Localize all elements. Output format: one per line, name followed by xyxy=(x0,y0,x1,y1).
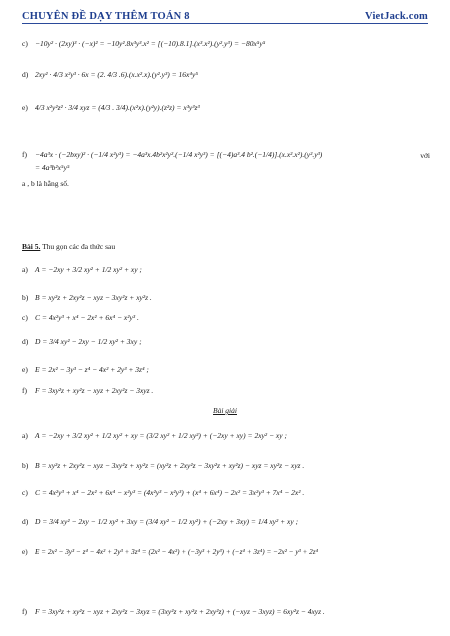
line-label: f) xyxy=(22,386,27,395)
line-label: f) xyxy=(22,151,27,159)
solution-c xyxy=(22,489,428,497)
question-d xyxy=(22,338,428,346)
top-line-f xyxy=(22,151,398,159)
line-label: b) xyxy=(22,293,29,302)
question-c xyxy=(22,314,428,322)
line-expr: E = 2x² − 3y³ − z⁴ − 4x² + 2y³ + 3z⁴ = (2x² − 4x²) + (−3y³ + 2y³) + (−z⁴ + 3z⁴) = −2x² − y³ + 2z⁴ xyxy=(35,548,319,556)
solution-title: Bài giải xyxy=(213,406,237,415)
question-e xyxy=(22,366,428,374)
solution-b xyxy=(22,462,428,470)
exercise-heading xyxy=(22,242,115,251)
page-header xyxy=(22,8,428,22)
question-b xyxy=(22,294,428,302)
line-expr: E = 2x² − 3y³ − z⁴ − 4x² + 2y³ + 3z⁴ ; xyxy=(35,365,149,374)
line-expr: F = 3xy²z + xy²z − xyz + 2xy²z − 3xyz . xyxy=(35,386,154,395)
header-divider xyxy=(22,23,428,24)
top-line-c xyxy=(22,40,428,48)
line-expr: B = xy²z + 2xy²z − xyz − 3xy²z + xy²z . xyxy=(35,293,152,302)
line-expr: = 4a³b²x⁵y⁵ xyxy=(35,163,70,172)
solution-e xyxy=(22,549,428,556)
line-label: a) xyxy=(22,431,28,440)
solution-a xyxy=(22,432,428,440)
line-expr: B = xy²z + 2xy²z − xyz − 3xy²z + xy²z = (xy²z + 2xy²z − 3xy²z + xy²z) − xyz = xy²z − xyz . xyxy=(35,461,305,470)
solution-f xyxy=(22,608,428,616)
line-label: d) xyxy=(22,337,29,346)
line-label: c) xyxy=(22,39,28,48)
line-expr: 2xy² · 4/3 x²y³ · 6x = (2. 4/3 .6).(x.x².x).(y².y³) = 16x⁴y⁵ xyxy=(35,70,198,79)
line-label: e) xyxy=(22,103,28,112)
line-label: c) xyxy=(22,488,28,497)
line-expr: −4a³x · (−2bxy)² · (−1/4 x²y³) = −4a³x.4b²x²y².(−1/4 x²y³) = [(−4)a³.4 b².(−1/4)].(x.x².x²).(y².y³) xyxy=(35,151,323,159)
header-title: CHUYÊN ĐỀ DẠY THÊM TOÁN 8 xyxy=(22,11,190,22)
line-label: a) xyxy=(22,265,28,274)
line-label: c) xyxy=(22,313,28,322)
header-brand: VietJack.com xyxy=(365,11,428,22)
line-label: b) xyxy=(22,461,29,470)
line-label: e) xyxy=(22,548,28,556)
constants-note xyxy=(22,180,428,188)
line-label: f) xyxy=(22,607,27,616)
line-expr: A = −2xy + 3/2 xy² + 1/2 xy² + xy ; xyxy=(35,265,142,274)
line-expr: C = 4x²y³ + x⁴ − 2x² + 6x⁴ − x²y³ = (4x²y³ − x²y³) + (x⁴ + 6x⁴) − 2x² = 3x²y³ + 7x⁴ − 2x² . xyxy=(35,488,305,497)
line-expr: −10y² · (2xy)³ · (−x)² = −10y².8x³y³.x² = [(−10).8.1].(x³.x²).(y².y³) = −80x⁵y⁵ xyxy=(35,39,266,48)
line-label: e) xyxy=(22,365,28,374)
question-f xyxy=(22,387,428,395)
solution-d xyxy=(22,518,428,526)
line-expr: D = 3/4 xy² − 2xy − 1/2 xy² + 3xy = (3/4 xy² − 1/2 xy²) + (−2xy + 3xy) = 1/4 xy² + xy ; xyxy=(35,517,299,526)
exercise-title: Bài 5. xyxy=(22,242,41,251)
line-label: d) xyxy=(22,70,29,79)
line-expr: D = 3/4 xy² − 2xy − 1/2 xy² + 3xy ; xyxy=(35,337,142,346)
line-expr: 4/3 x²y²z² · 3/4 xyz = (4/3 . 3/4).(x²x).(y²y).(z²z) = x³y³z³ xyxy=(35,103,200,112)
line-label: d) xyxy=(22,517,29,526)
voi-word: với xyxy=(420,151,430,160)
exercise-instruction: Thu gọn các đa thức sau xyxy=(40,242,116,251)
question-a xyxy=(22,266,428,274)
top-line-e xyxy=(22,104,428,112)
line-expr: A = −2xy + 3/2 xy² + 1/2 xy² + xy = (3/2 xy² + 1/2 xy²) + (−2xy + xy) = 2xy² − xy ; xyxy=(35,431,287,440)
line-expr: F = 3xy²z + xy²z − xyz + 2xy²z − 3xyz = (3xy²z + xy²z + 2xy²z) + (−xyz − 3xyz) = 6xy²z − 4xyz . xyxy=(35,607,325,616)
line-expr: C = 4x²y³ + x⁴ − 2x² + 6x⁴ − x²y³ . xyxy=(35,313,139,322)
top-line-d xyxy=(22,71,428,79)
note-text: a , b là hằng số. xyxy=(22,179,69,188)
top-line-f-result xyxy=(35,164,428,172)
